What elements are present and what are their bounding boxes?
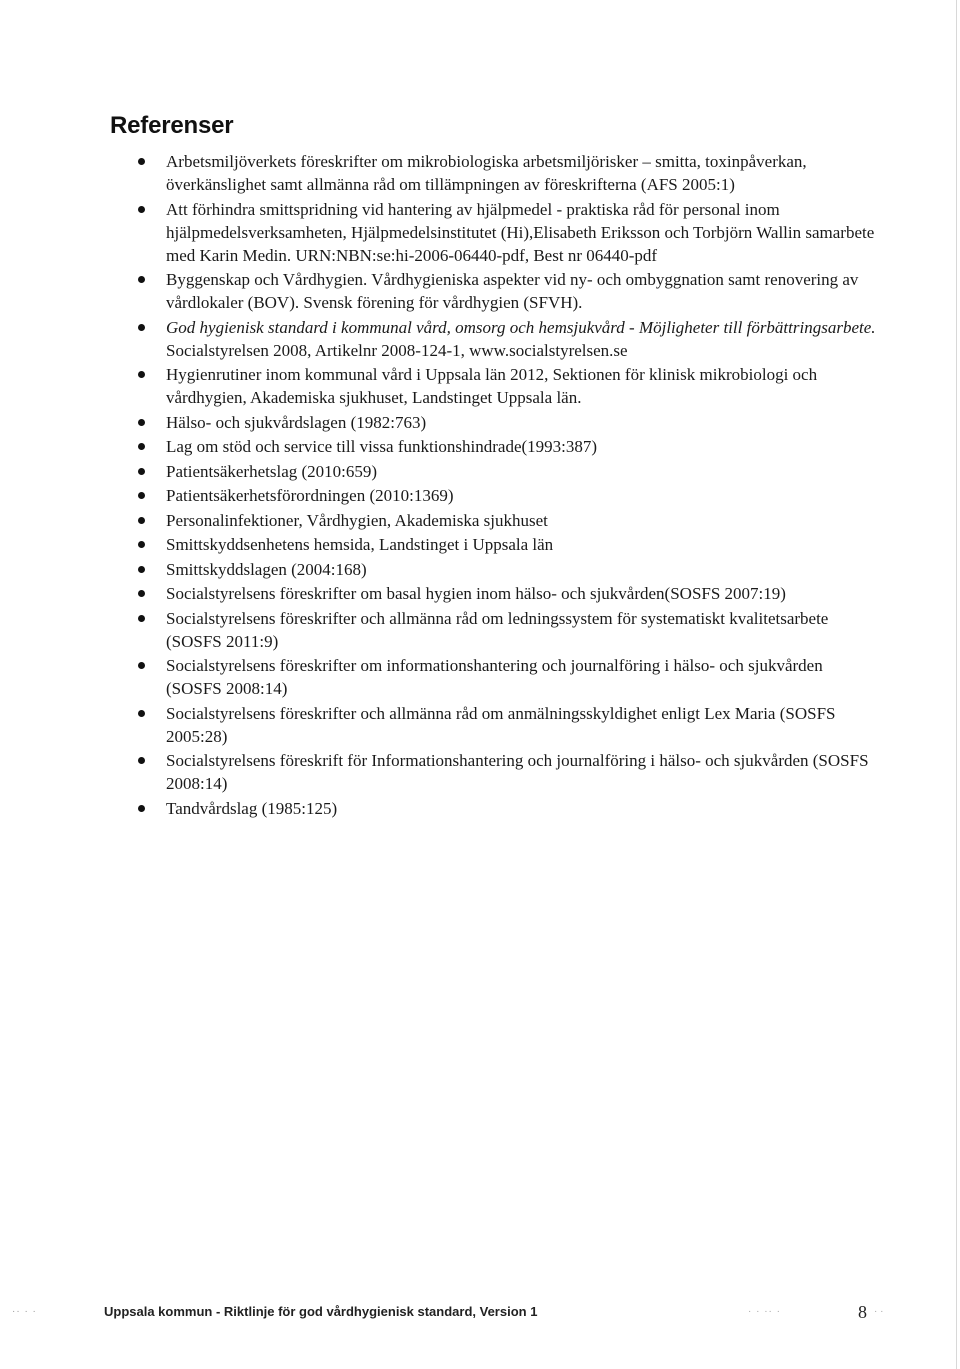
- bullet-icon: [138, 662, 145, 669]
- reference-item: [120, 316, 880, 362]
- bullet-icon: [138, 615, 145, 622]
- reference-text: Byggenskap och Vårdhygien. Vårdhygieniska aspekter vid ny- och ombyggnation samt renovering av vårdlokaler (BOV). Svensk förening för vårdhygien (SFVH).: [166, 270, 859, 312]
- reference-item: [120, 509, 880, 532]
- page-footer: [0, 1300, 960, 1324]
- reference-item: [120, 702, 880, 748]
- reference-item: [120, 411, 880, 434]
- reference-text: Smittskyddsenhetens hemsida, Landstinget i Uppsala län: [166, 535, 554, 554]
- reference-item: [120, 198, 880, 267]
- reference-text: Hygienrutiner inom kommunal vård i Uppsala län 2012, Sektionen för klinisk mikrobiologi och vårdhygien, Akademiska sjukhuset, Landstinget Uppsala län.: [166, 365, 818, 407]
- bullet-icon: [138, 590, 145, 597]
- reference-item: [120, 607, 880, 653]
- bullet-icon: [138, 371, 145, 378]
- reference-text: Smittskyddslagen (2004:168): [166, 559, 367, 579]
- reference-item: [120, 363, 880, 409]
- reference-title-italic: God hygienisk standard i kommunal vård, omsorg och hemsjukvård - Möjligheter till förbättringsarbete.: [166, 317, 876, 337]
- bullet-icon: [138, 805, 145, 812]
- reference-text: Patientsäkerhetslag (2010:659): [166, 461, 378, 481]
- reference-text: Lag om stöd och service till vissa funktionshindrade(1993:387): [166, 437, 598, 456]
- reference-text: Tandvårdslag (1985:125): [166, 798, 338, 818]
- bullet-icon: [138, 158, 145, 165]
- reference-text: Socialstyrelsens föreskrifter och allmänna råd om anmälningsskyldighet enligt Lex Maria (SOSFS 2005:28): [166, 703, 836, 746]
- scan-noise: · ·: [874, 1306, 884, 1317]
- reference-text: Arbetsmiljöverkets föreskrifter om mikrobiologiska arbetsmiljörisker – smitta, toxinpåverkan, överkänslighet samt allmänna råd om tillämpningen av föreskrifterna (AFS 2005:1): [166, 152, 807, 194]
- page-number: 8: [858, 1302, 867, 1322]
- reference-text: Hälso- och sjukvårdslagen (1982:763): [166, 412, 427, 432]
- bullet-icon: [138, 492, 145, 499]
- bullet-icon: [138, 710, 145, 717]
- bullet-icon: [138, 443, 145, 450]
- bullet-icon: [138, 324, 145, 331]
- bullet-icon: [138, 276, 145, 283]
- scan-noise: ·· · ·: [12, 1306, 37, 1317]
- reference-item: [120, 558, 880, 581]
- reference-item: [120, 435, 880, 458]
- reference-item: [120, 484, 880, 507]
- reference-item: [120, 654, 880, 700]
- reference-item: [120, 150, 880, 196]
- page-edge-line: [956, 0, 957, 1369]
- bullet-icon: [138, 517, 145, 524]
- bullet-icon: [138, 541, 145, 548]
- bullet-icon: [138, 566, 145, 573]
- reference-list: [120, 150, 880, 821]
- reference-item: [120, 582, 880, 605]
- reference-text: Patientsäkerhetsförordningen (2010:1369): [166, 486, 454, 505]
- bullet-icon: [138, 757, 145, 764]
- reference-text: Att förhindra smittspridning vid hantering av hjälpmedel - praktiska råd för personal inom hjälpmedelsverksamheten, Hjälpmedelsinstitutet (Hi),Elisabeth Eriksson och Torbjörn Wallin samarbete med Karin Medin. URN:NBN:se:hi-2006-06440-pdf, Best nr 06440-pdf: [166, 199, 875, 265]
- reference-item: [120, 749, 880, 795]
- reference-text: Socialstyrelsen 2008, Artikelnr 2008-124-1, www.socialstyrelsen.se: [166, 340, 628, 360]
- reference-text: Socialstyrelsens föreskrifter och allmänna råd om ledningssystem för systematiskt kvalitetsarbete (SOSFS 2011:9): [166, 608, 829, 651]
- reference-text: Socialstyrelsens föreskrift för Informationshantering och journalföring i hälso- och sjukvården (SOSFS 2008:14): [166, 751, 869, 793]
- bullet-icon: [138, 206, 145, 213]
- bullet-icon: [138, 468, 145, 475]
- reference-item: [120, 268, 880, 314]
- reference-text: Socialstyrelsens föreskrifter om basal hygien inom hälso- och sjukvården(SOSFS 2007:19): [166, 584, 786, 603]
- reference-text: Socialstyrelsens föreskrifter om informationshantering och journalföring i hälso- och sjukvården (SOSFS 2008:14): [166, 656, 823, 698]
- page-title: Referenser: [110, 112, 234, 139]
- bullet-icon: [138, 419, 145, 426]
- reference-item: [120, 533, 880, 556]
- reference-item: [120, 797, 880, 820]
- scan-noise: · · ·· ·: [748, 1306, 781, 1317]
- footer-text: Uppsala kommun - Riktlinje för god vårdhygienisk standard, Version 1: [104, 1304, 538, 1319]
- reference-item: [120, 460, 880, 483]
- reference-text: Personalinfektioner, Vårdhygien, Akademiska sjukhuset: [166, 510, 548, 530]
